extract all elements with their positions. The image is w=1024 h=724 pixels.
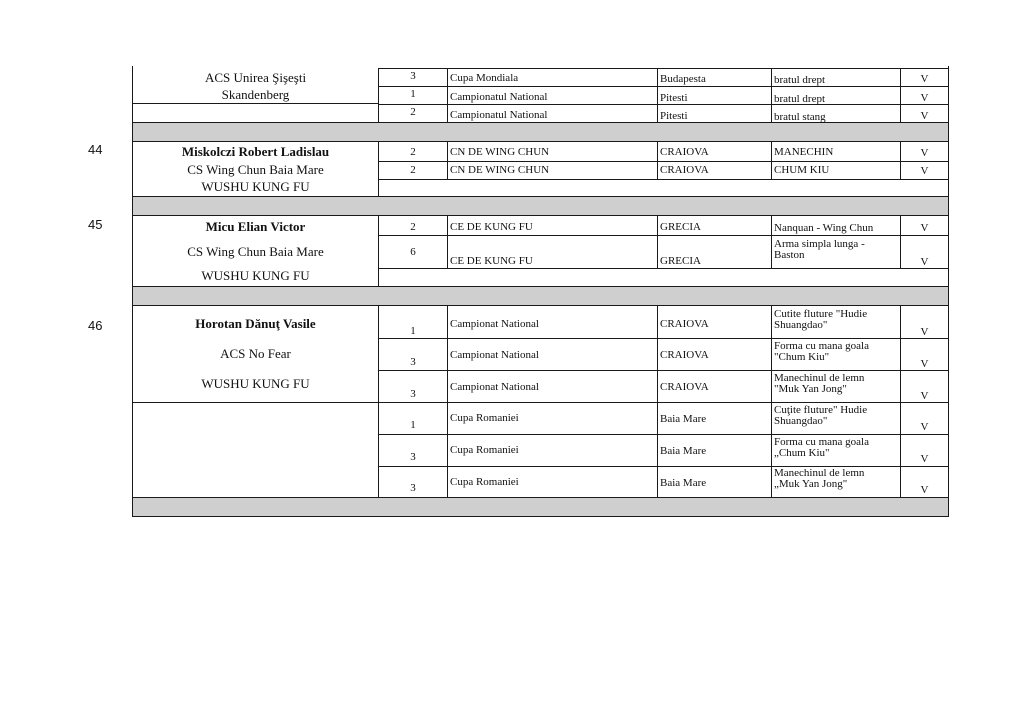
result-category: CHUM KIU [774, 164, 830, 176]
result-mark: V [920, 147, 929, 159]
result-mark: V [920, 390, 929, 402]
rule [378, 68, 948, 69]
result-competition: CN DE WING CHUN [450, 164, 550, 176]
rule [378, 161, 948, 162]
result-place: 1 [410, 419, 416, 431]
result-competition: Campionat National [450, 349, 539, 361]
rule [657, 68, 658, 123]
result-place: 2 [410, 221, 416, 233]
result-mark: V [920, 358, 929, 370]
result-mark: V [920, 92, 929, 104]
result-competition: Campionat National [450, 381, 539, 393]
result-competition: Campionat National [450, 318, 539, 330]
result-category: Manechinul de lemn „Muk Yan Jong" [774, 467, 865, 490]
result-location: Baia Mare [660, 445, 707, 457]
result-competition: Campionatul National [450, 109, 548, 121]
result-location: Pitesti [660, 110, 688, 122]
club-name: CS Wing Chun Baia Mare [187, 162, 324, 177]
result-mark: V [920, 165, 929, 177]
rule [447, 216, 448, 269]
result-place: 3 [410, 388, 416, 400]
club-name-line2: Skandenberg [221, 87, 290, 102]
result-location: GRECIA [660, 221, 701, 233]
rule [132, 103, 378, 104]
result-category: bratul stang [774, 111, 826, 123]
result-place: 2 [410, 106, 416, 118]
style-name: WUSHU KUNG FU [201, 179, 310, 194]
result-place: 1 [410, 325, 416, 337]
athlete-name: Micu Elian Victor [205, 219, 306, 234]
result-category: MANECHIN [774, 146, 834, 158]
result-competition: Campionatul National [450, 91, 548, 103]
result-competition: Cupa Romaniei [450, 476, 519, 488]
result-location: Budapesta [660, 73, 706, 85]
club-name: ACS No Fear [220, 346, 291, 361]
rule [378, 86, 948, 87]
result-category: Cuţite fluture" Hudie Shuangdao" [774, 404, 868, 427]
rule [378, 104, 948, 105]
separator-band [132, 497, 949, 517]
result-category: bratul drept [774, 93, 826, 105]
separator-band [132, 196, 949, 216]
rule [132, 402, 378, 403]
result-mark: V [920, 484, 929, 496]
result-location: CRAIOVA [660, 318, 709, 330]
result-place: 3 [410, 451, 416, 463]
rule [378, 179, 948, 180]
result-competition: Cupa Mondiala [450, 72, 519, 84]
result-place: 3 [410, 356, 416, 368]
rule [378, 235, 948, 236]
result-category: Forma cu mana goala "Chum Kiu" [774, 340, 869, 363]
result-category: Arma simpla lunga - Baston [774, 238, 865, 261]
result-mark: V [920, 110, 929, 122]
rule [378, 370, 948, 371]
result-competition: CN DE WING CHUN [450, 146, 550, 158]
result-category: Forma cu mana goala „Chum Kiu" [774, 436, 869, 459]
result-location: Baia Mare [660, 413, 707, 425]
club-name: CS Wing Chun Baia Mare [187, 244, 324, 259]
result-mark: V [920, 222, 929, 234]
result-place: 1 [410, 88, 416, 100]
result-place: 2 [410, 146, 416, 158]
result-place: 6 [410, 246, 416, 258]
separator-band [132, 122, 949, 142]
style-name: WUSHU KUNG FU [201, 268, 310, 283]
result-category: Manechinul de lemn "Muk Yan Jong" [774, 372, 865, 395]
result-mark: V [920, 326, 929, 338]
rule [378, 268, 948, 269]
result-location: CRAIOVA [660, 164, 709, 176]
style-name: WUSHU KUNG FU [201, 376, 310, 391]
rule [771, 68, 772, 123]
rule [378, 434, 948, 435]
athlete-name: Miskolczi Robert Ladislau [181, 144, 330, 159]
result-category: Nanquan - Wing Chun [774, 222, 874, 234]
result-mark: V [920, 453, 929, 465]
club-name: ACS Unirea Şişeşti [204, 70, 307, 85]
result-location: CRAIOVA [660, 381, 709, 393]
entry-number: 44 [88, 142, 103, 157]
result-location: CRAIOVA [660, 349, 709, 361]
result-place: 3 [410, 70, 416, 82]
separator-band [132, 286, 949, 306]
result-location: Baia Mare [660, 477, 707, 489]
result-location: CRAIOVA [660, 146, 709, 158]
entry-number: 46 [88, 318, 103, 333]
result-mark: V [920, 73, 929, 85]
result-mark: V [920, 421, 929, 433]
result-competition: Cupa Romaniei [450, 444, 519, 456]
rule [771, 216, 772, 269]
rule [378, 402, 948, 403]
result-category: Cutite fluture "Hudie Shuangdao" [774, 308, 868, 331]
result-competition: Cupa Romaniei [450, 412, 519, 424]
result-place: 3 [410, 482, 416, 494]
rule [378, 338, 948, 339]
result-place: 2 [410, 164, 416, 176]
result-competition: CE DE KUNG FU [450, 255, 533, 267]
rule [447, 68, 448, 123]
athlete-name: Horotan Dănuţ Vasile [195, 316, 316, 331]
result-location: GRECIA [660, 255, 701, 267]
result-category: bratul drept [774, 74, 826, 86]
result-location: Pitesti [660, 92, 688, 104]
result-competition: CE DE KUNG FU [450, 221, 533, 233]
rule [657, 216, 658, 269]
result-mark: V [920, 256, 929, 268]
entry-number: 45 [88, 217, 103, 232]
